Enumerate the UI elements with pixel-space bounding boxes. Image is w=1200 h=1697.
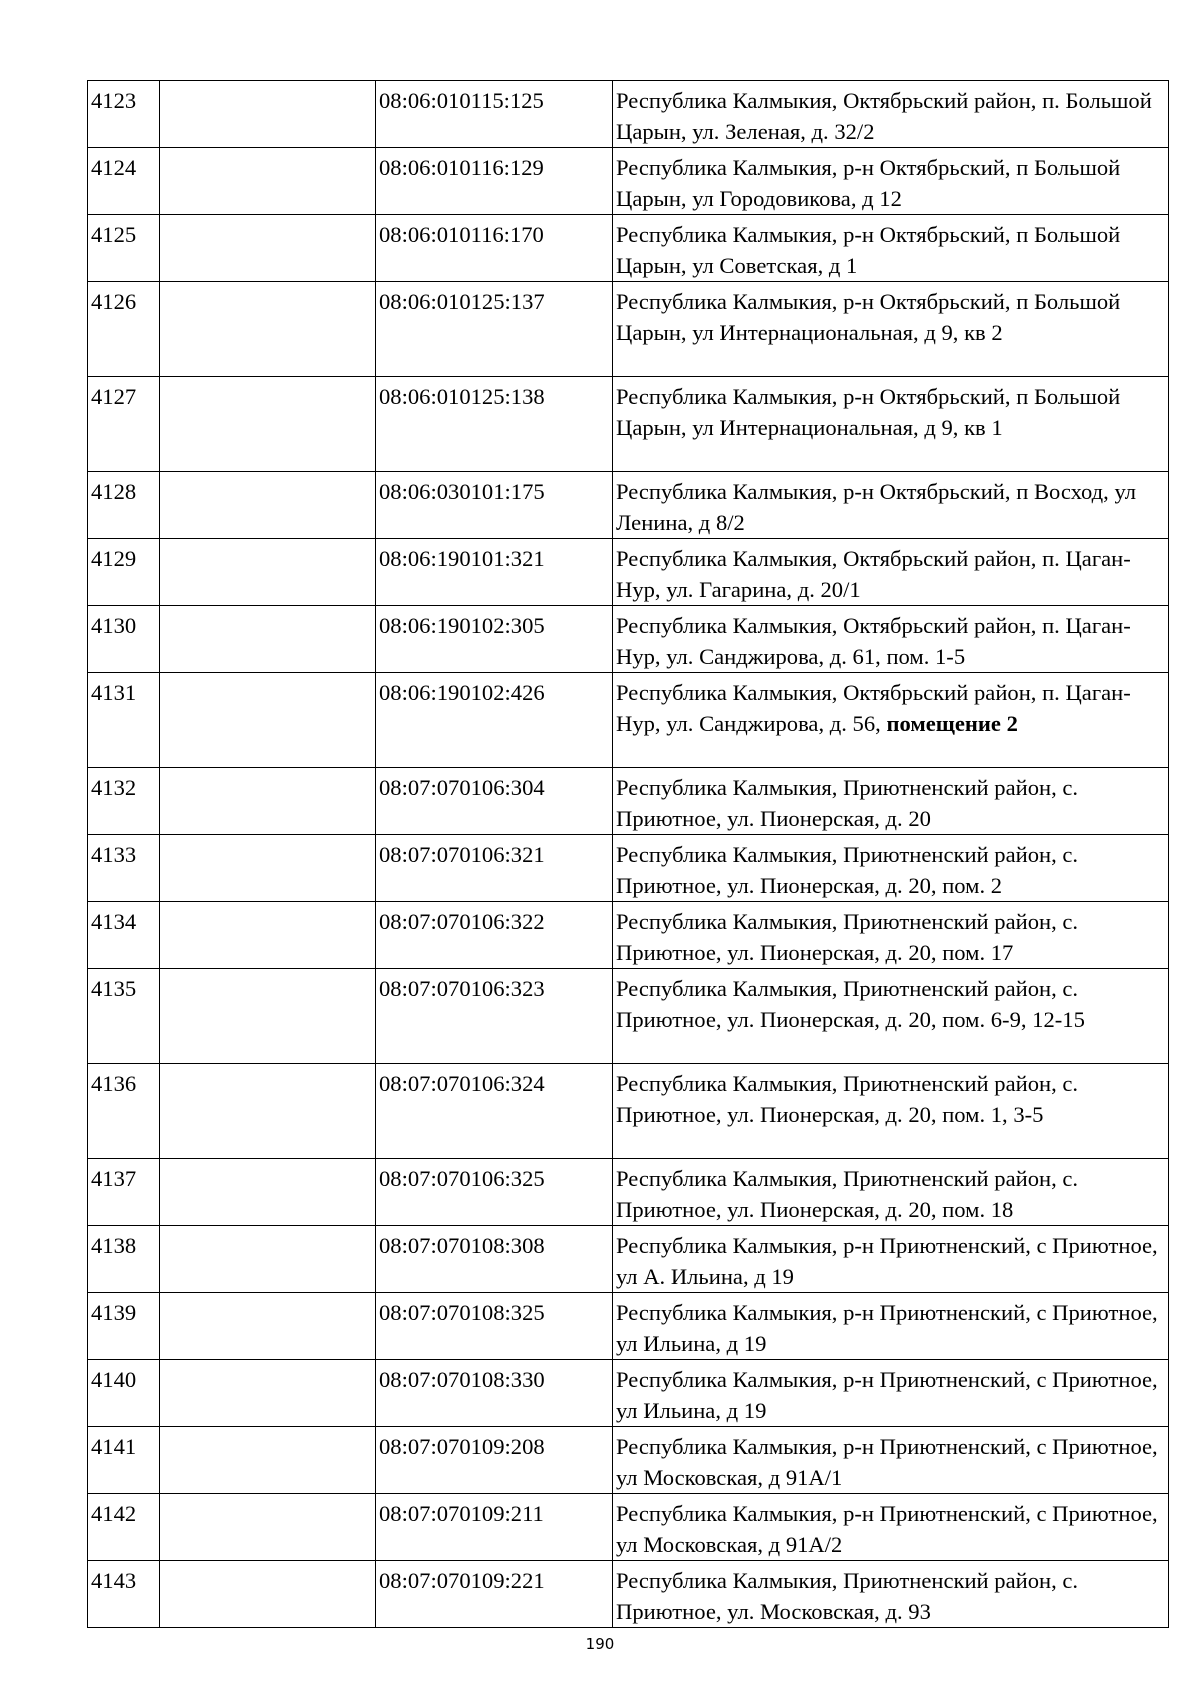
cadastral-number: 08:07:070106:324 bbox=[376, 1064, 613, 1159]
address-cell bbox=[613, 539, 1169, 606]
table-row bbox=[88, 835, 1169, 902]
cadastral-number: 08:06:190102:426 bbox=[376, 673, 613, 768]
address-cell bbox=[613, 148, 1169, 215]
cadastral-number: 08:06:010116:170 bbox=[376, 215, 613, 282]
row-number: 4128 bbox=[88, 472, 160, 539]
cadastral-number: 08:07:070109:208 bbox=[376, 1427, 613, 1494]
registry-table-body bbox=[88, 81, 1169, 1628]
address-bold-text: помещение 2 bbox=[886, 711, 1018, 736]
cadastral-number: 08:07:070108:308 bbox=[376, 1226, 613, 1293]
table-row bbox=[88, 768, 1169, 835]
blank-cell bbox=[160, 472, 376, 539]
address-cell bbox=[613, 472, 1169, 539]
blank-cell bbox=[160, 1293, 376, 1360]
blank-cell bbox=[160, 902, 376, 969]
table-row bbox=[88, 1494, 1169, 1561]
blank-cell bbox=[160, 969, 376, 1064]
cadastral-number: 08:06:010125:138 bbox=[376, 377, 613, 472]
table-row bbox=[88, 1159, 1169, 1226]
address-cell bbox=[613, 1064, 1169, 1159]
row-number: 4139 bbox=[88, 1293, 160, 1360]
row-number: 4123 bbox=[88, 81, 160, 148]
table-row bbox=[88, 969, 1169, 1064]
address-text: Республика Калмыкия, р-н Приютненский, с Приютное, ул Московская, д 91А/1 bbox=[616, 1434, 1158, 1490]
blank-cell bbox=[160, 1159, 376, 1226]
row-number: 4132 bbox=[88, 768, 160, 835]
address-text: Республика Калмыкия, Октябрьский район, п. Цаган-Нур, ул. Санджирова, д. 61, пом. 1-5 bbox=[616, 613, 1131, 669]
blank-cell bbox=[160, 1226, 376, 1293]
table-row bbox=[88, 282, 1169, 377]
registry-table bbox=[87, 80, 1169, 1628]
table-row bbox=[88, 1360, 1169, 1427]
table-row bbox=[88, 148, 1169, 215]
address-cell bbox=[613, 606, 1169, 673]
blank-cell bbox=[160, 148, 376, 215]
row-number: 4143 bbox=[88, 1561, 160, 1628]
row-number: 4133 bbox=[88, 835, 160, 902]
address-cell bbox=[613, 969, 1169, 1064]
cadastral-number: 08:06:010125:137 bbox=[376, 282, 613, 377]
blank-cell bbox=[160, 1360, 376, 1427]
address-cell bbox=[613, 377, 1169, 472]
blank-cell bbox=[160, 539, 376, 606]
row-number: 4140 bbox=[88, 1360, 160, 1427]
blank-cell bbox=[160, 835, 376, 902]
address-text: Республика Калмыкия, Приютненский район, с. Приютное, ул. Пионерская, д. 20 bbox=[616, 775, 1079, 831]
address-cell bbox=[613, 282, 1169, 377]
address-cell bbox=[613, 902, 1169, 969]
table-row bbox=[88, 673, 1169, 768]
address-text: Республика Калмыкия, р-н Приютненский, с Приютное, ул Ильина, д 19 bbox=[616, 1300, 1158, 1356]
address-cell bbox=[613, 1293, 1169, 1360]
address-cell bbox=[613, 835, 1169, 902]
address-text: Республика Калмыкия, р-н Октябрьский, п Большой Царын, ул Советская, д 1 bbox=[616, 222, 1121, 278]
blank-cell bbox=[160, 1427, 376, 1494]
blank-cell bbox=[160, 282, 376, 377]
address-cell bbox=[613, 215, 1169, 282]
address-cell bbox=[613, 1427, 1169, 1494]
address-text: Республика Калмыкия, Приютненский район, с. Приютное, ул. Московская, д. 93 bbox=[616, 1568, 1079, 1624]
address-text: Республика Калмыкия, Приютненский район, с. Приютное, ул. Пионерская, д. 20, пом. 18 bbox=[616, 1166, 1079, 1222]
row-number: 4129 bbox=[88, 539, 160, 606]
row-number: 4131 bbox=[88, 673, 160, 768]
address-text: Республика Калмыкия, р-н Приютненский, с Приютное, ул Ильина, д 19 bbox=[616, 1367, 1158, 1423]
address-cell bbox=[613, 81, 1169, 148]
cadastral-number: 08:06:010116:129 bbox=[376, 148, 613, 215]
address-text: Республика Калмыкия, р-н Приютненский, с Приютное, ул Московская, д 91А/2 bbox=[616, 1501, 1158, 1557]
cadastral-number: 08:06:190102:305 bbox=[376, 606, 613, 673]
table-row bbox=[88, 81, 1169, 148]
cadastral-number: 08:07:070106:304 bbox=[376, 768, 613, 835]
address-text: Республика Калмыкия, Приютненский район, с. Приютное, ул. Пионерская, д. 20, пом. 17 bbox=[616, 909, 1079, 965]
table-row bbox=[88, 215, 1169, 282]
address-text: Республика Калмыкия, р-н Октябрьский, п Большой Царын, ул Городовикова, д 12 bbox=[616, 155, 1121, 211]
table-row bbox=[88, 606, 1169, 673]
address-text: Республика Калмыкия, р-н Октябрьский, п Большой Царын, ул Интернациональная, д 9, кв 2 bbox=[616, 289, 1121, 345]
row-number: 4125 bbox=[88, 215, 160, 282]
cadastral-number: 08:07:070108:325 bbox=[376, 1293, 613, 1360]
address-cell bbox=[613, 1159, 1169, 1226]
cadastral-number: 08:07:070109:211 bbox=[376, 1494, 613, 1561]
table-row bbox=[88, 1427, 1169, 1494]
blank-cell bbox=[160, 81, 376, 148]
cadastral-number: 08:07:070108:330 bbox=[376, 1360, 613, 1427]
row-number: 4137 bbox=[88, 1159, 160, 1226]
address-cell bbox=[613, 1226, 1169, 1293]
row-number: 4124 bbox=[88, 148, 160, 215]
cadastral-number: 08:06:030101:175 bbox=[376, 472, 613, 539]
page-number: 190 bbox=[585, 1635, 615, 1653]
address-text: Республика Калмыкия, Октябрьский район, п. Цаган-Нур, ул. Санджирова, д. 56, bbox=[616, 680, 1131, 736]
blank-cell bbox=[160, 673, 376, 768]
blank-cell bbox=[160, 606, 376, 673]
cadastral-number: 08:07:070106:325 bbox=[376, 1159, 613, 1226]
row-number: 4142 bbox=[88, 1494, 160, 1561]
blank-cell bbox=[160, 1494, 376, 1561]
address-cell bbox=[613, 1561, 1169, 1628]
address-text: Республика Калмыкия, Приютненский район, с. Приютное, ул. Пионерская, д. 20, пом. 2 bbox=[616, 842, 1079, 898]
address-text: Республика Калмыкия, Приютненский район, с. Приютное, ул. Пионерская, д. 20, пом. 1, 3-5 bbox=[616, 1071, 1079, 1127]
address-text: Республика Калмыкия, р-н Октябрьский, п Большой Царын, ул Интернациональная, д 9, кв 1 bbox=[616, 384, 1121, 440]
row-number: 4134 bbox=[88, 902, 160, 969]
table-row bbox=[88, 1226, 1169, 1293]
cadastral-number: 08:06:010115:125 bbox=[376, 81, 613, 148]
blank-cell bbox=[160, 768, 376, 835]
table-row bbox=[88, 472, 1169, 539]
cadastral-number: 08:06:190101:321 bbox=[376, 539, 613, 606]
row-number: 4141 bbox=[88, 1427, 160, 1494]
address-text: Республика Калмыкия, Октябрьский район, п. Большой Царын, ул. Зеленая, д. 32/2 bbox=[616, 88, 1152, 144]
address-cell bbox=[613, 1360, 1169, 1427]
address-cell bbox=[613, 768, 1169, 835]
table-row bbox=[88, 377, 1169, 472]
blank-cell bbox=[160, 377, 376, 472]
address-cell bbox=[613, 1494, 1169, 1561]
address-text: Республика Калмыкия, р-н Октябрьский, п Восход, ул Ленина, д 8/2 bbox=[616, 479, 1137, 535]
address-text: Республика Калмыкия, Октябрьский район, п. Цаган-Нур, ул. Гагарина, д. 20/1 bbox=[616, 546, 1131, 602]
table-row bbox=[88, 1064, 1169, 1159]
cadastral-number: 08:07:070106:322 bbox=[376, 902, 613, 969]
blank-cell bbox=[160, 1064, 376, 1159]
cadastral-number: 08:07:070109:221 bbox=[376, 1561, 613, 1628]
address-text: Республика Калмыкия, р-н Приютненский, с Приютное, ул А. Ильина, д 19 bbox=[616, 1233, 1158, 1289]
table-row bbox=[88, 539, 1169, 606]
blank-cell bbox=[160, 1561, 376, 1628]
row-number: 4130 bbox=[88, 606, 160, 673]
cadastral-number: 08:07:070106:323 bbox=[376, 969, 613, 1064]
table-row bbox=[88, 902, 1169, 969]
row-number: 4136 bbox=[88, 1064, 160, 1159]
blank-cell bbox=[160, 215, 376, 282]
table-row bbox=[88, 1561, 1169, 1628]
cadastral-number: 08:07:070106:321 bbox=[376, 835, 613, 902]
row-number: 4126 bbox=[88, 282, 160, 377]
row-number: 4138 bbox=[88, 1226, 160, 1293]
address-text: Республика Калмыкия, Приютненский район, с. Приютное, ул. Пионерская, д. 20, пом. 6-9, 12-15 bbox=[616, 976, 1085, 1032]
row-number: 4135 bbox=[88, 969, 160, 1064]
table-row bbox=[88, 1293, 1169, 1360]
row-number: 4127 bbox=[88, 377, 160, 472]
address-cell bbox=[613, 673, 1169, 768]
